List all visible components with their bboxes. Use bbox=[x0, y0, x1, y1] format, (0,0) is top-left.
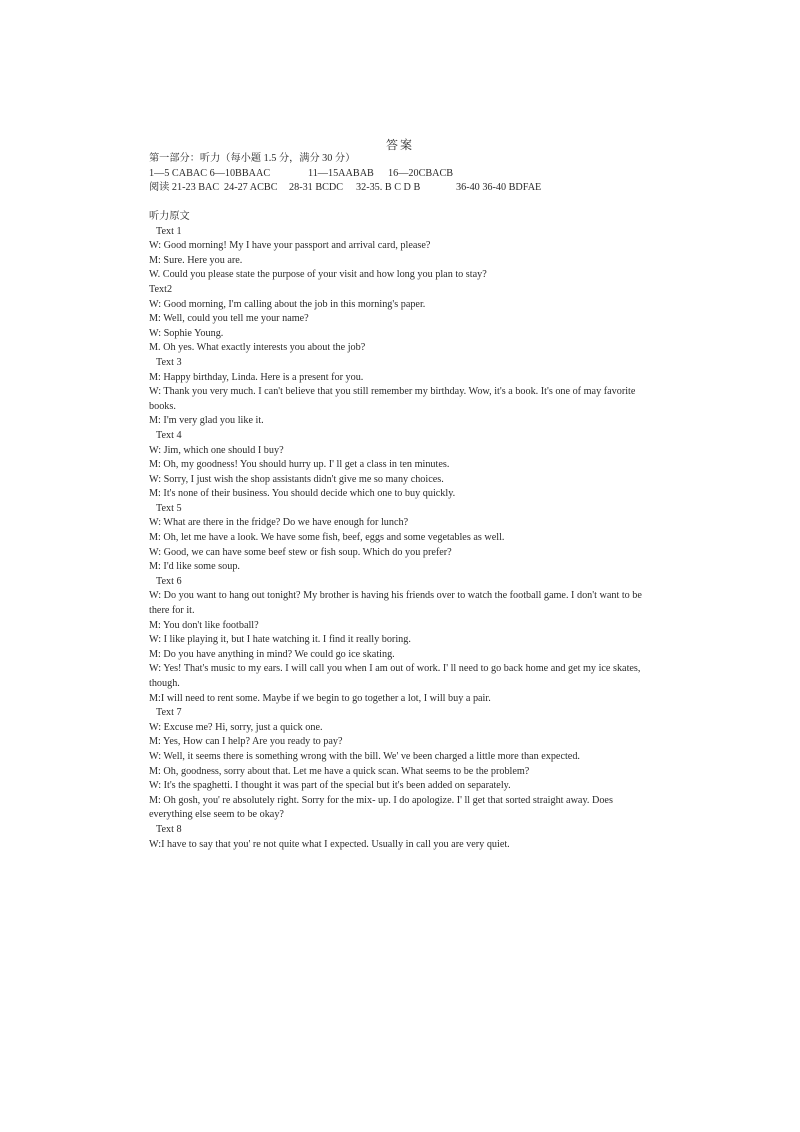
transcript-line: M: Happy birthday, Linda. Here is a present for you. bbox=[149, 371, 364, 383]
transcript-line: W: Excuse me? Hi, sorry, just a quick one. bbox=[149, 721, 323, 733]
page-title: 答案 bbox=[385, 138, 414, 152]
transcript-line: M. Oh yes. What exactly interests you about the job? bbox=[149, 342, 366, 354]
text-heading: Text2 bbox=[149, 283, 173, 295]
answer-cell: 32-35. B C D B bbox=[356, 182, 421, 194]
answer-cell: 阅读 21-23 BAC bbox=[149, 182, 220, 194]
transcript-line: M: I'd like some soup. bbox=[149, 561, 240, 573]
transcript-line: W: Jim, which one should I buy? bbox=[149, 444, 284, 456]
transcript-line: M: Sure. Here you are. bbox=[149, 254, 243, 266]
answer-row-listening bbox=[149, 167, 659, 182]
text-heading: Text 3 bbox=[156, 356, 182, 368]
transcript-line: W: Yes! That's music to my ears. I will call you when I am out of work. I' ll need to go back home and get my ice skates, though. bbox=[149, 663, 641, 689]
transcript-line: M: Oh, let me have a look. We have some fish, beef, eggs and some vegetables as well. bbox=[149, 532, 505, 544]
transcript-line: M: It's none of their business. You should decide which one to buy quickly. bbox=[149, 488, 456, 500]
transcript-line: M:I will need to rent some. Maybe if we begin to go together a lot, I will buy a pair. bbox=[149, 692, 491, 704]
transcript-line: M: I'm very glad you like it. bbox=[149, 415, 264, 427]
answer-cell: 16—20CBACB bbox=[388, 167, 454, 179]
transcript-line: W. Could you please state the purpose of your visit and how long you plan to stay? bbox=[149, 269, 487, 281]
transcript-line: M: You don't like football? bbox=[149, 619, 259, 631]
transcript-line: W: Good morning, I'm calling about the job in this morning's paper. bbox=[149, 298, 426, 310]
transcript-line: W: I like playing it, but I hate watching it. I find it really boring. bbox=[149, 634, 411, 646]
transcript-line: W:I have to say that you' re not quite what I expected. Usually in call you are very quiet. bbox=[149, 838, 510, 850]
section-heading: 第一部分：听力（每小题 1.5 分，满分 30 分） bbox=[149, 153, 356, 164]
text-heading: Text 5 bbox=[156, 502, 182, 514]
transcript-line: W: Do you want to hang out tonight? My brother is having his friends over to watch the football game. I don't want to be there for it. bbox=[149, 590, 642, 617]
text-heading: Text 6 bbox=[156, 575, 182, 587]
answer-cell: 11—15AABAB bbox=[308, 167, 374, 179]
transcript-line: M: Well, could you tell me your name? bbox=[149, 313, 309, 325]
transcript-line: M: Yes, How can I help? Are you ready to pay? bbox=[149, 736, 343, 748]
answer-cell: 28-31 BCDC bbox=[289, 182, 344, 194]
transcript-line: M: Do you have anything in mind? We could go ice skating. bbox=[149, 648, 395, 660]
listening-transcript bbox=[149, 210, 659, 852]
transcript-line: M: Oh, my goodness! You should hurry up. I' ll get a class in ten minutes. bbox=[149, 459, 450, 471]
transcript-line: W: Sorry, I just wish the shop assistants didn't give me so many choices. bbox=[149, 473, 444, 485]
transcript-line: W: Sophie Young. bbox=[149, 327, 224, 339]
text-heading: Text 1 bbox=[156, 225, 182, 237]
transcript-line: W: Well, it seems there is something wrong with the bill. We' ve been charged a little more than expected. bbox=[149, 750, 580, 762]
text-heading: Text 4 bbox=[156, 429, 182, 441]
transcript-line: M: Oh, goodness, sorry about that. Let me have a quick scan. What seems to be the problem? bbox=[149, 765, 530, 777]
transcript-line: W: It's the spaghetti. I thought it was part of the special but it's been added on separately. bbox=[149, 780, 511, 792]
answer-key bbox=[149, 152, 659, 196]
text-heading: Text 8 bbox=[156, 823, 182, 835]
transcript-line: W: Good, we can have some beef stew or fish soup. Which do you prefer? bbox=[149, 546, 452, 558]
answer-cell: 1—5 CABAC 6—10BBAAC bbox=[149, 167, 271, 179]
transcript-line: M: Oh gosh, you' re absolutely right. Sorry for the mix- up. I do apologize. I' ll get that sorted straight away. Does everything else seem to be okay? bbox=[149, 794, 613, 821]
transcript-heading: 听力原文 bbox=[149, 211, 190, 222]
transcript-line: W: Good morning! My I have your passport and arrival card, please? bbox=[149, 240, 431, 252]
answer-row-reading bbox=[149, 181, 659, 196]
answer-cell: 24-27 ACBC bbox=[224, 182, 278, 194]
transcript-line: W: What are there in the fridge? Do we have enough for lunch? bbox=[149, 517, 409, 529]
transcript-line: W: Thank you very much. I can't believe that you still remember my birthday. Wow, it's a book. It's one of may favorite books. bbox=[149, 386, 636, 412]
text-heading: Text 7 bbox=[156, 707, 182, 719]
answer-cell: 36-40 36-40 BDFAE bbox=[456, 182, 542, 194]
